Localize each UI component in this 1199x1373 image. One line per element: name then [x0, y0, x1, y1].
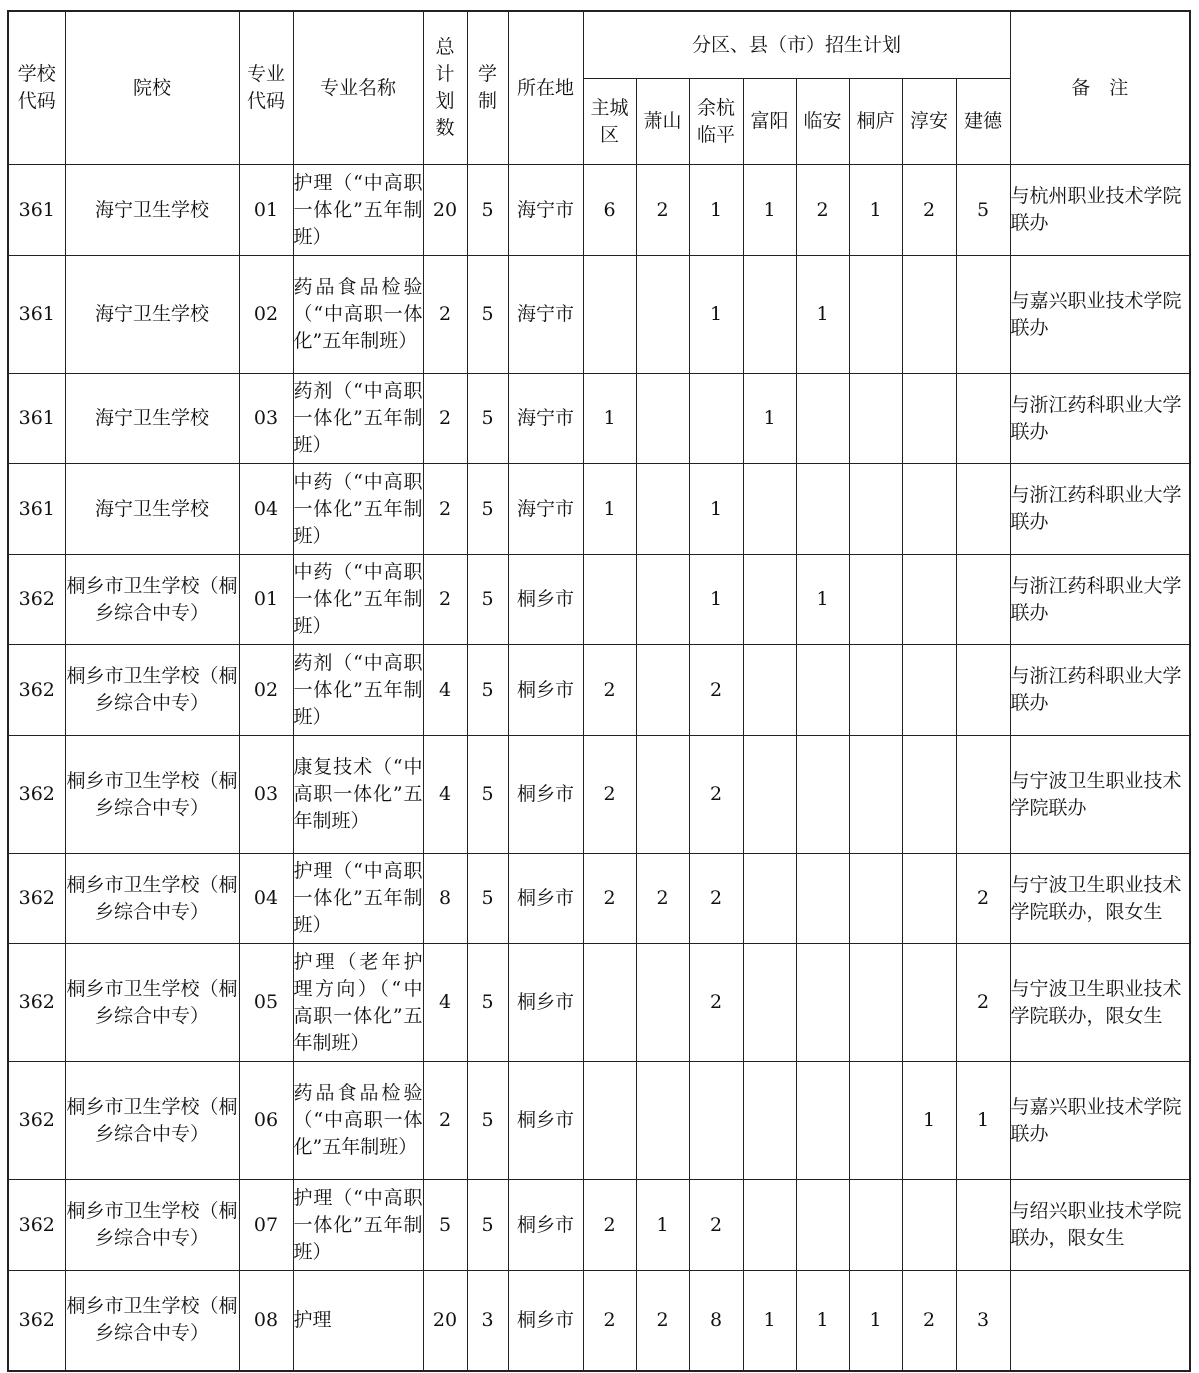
district-plan-cell: 8 [689, 1271, 743, 1371]
district-plan-cell [956, 464, 1010, 555]
district-plan-cell: 1 [583, 374, 636, 464]
table-row [8, 1062, 1190, 1180]
total-plan-cell: 2 [423, 374, 467, 464]
years-cell: 5 [467, 854, 508, 944]
note-cell: 与宁波卫生职业技术学院联办 [1010, 736, 1190, 854]
location-cell: 海宁市 [508, 256, 583, 374]
district-plan-cell: 1 [796, 555, 849, 645]
location-cell: 桐乡市 [508, 854, 583, 944]
district-plan-cell [849, 1062, 902, 1180]
district-plan-cell [743, 464, 796, 555]
district-plan-cell: 1 [743, 1271, 796, 1371]
note-cell: 与浙江药科职业大学联办 [1010, 555, 1190, 645]
district-plan-cell [902, 555, 956, 645]
note-cell: 与宁波卫生职业技术学院联办，限女生 [1010, 854, 1190, 944]
school-name-cell: 海宁卫生学校 [65, 165, 239, 256]
major-name-cell: 护理（“中高职一体化”五年制班） [293, 165, 423, 256]
major-name-cell: 药品食品检验（“中高职一体化”五年制班） [293, 1062, 423, 1180]
years-cell: 5 [467, 555, 508, 645]
district-plan-cell [796, 1062, 849, 1180]
table-row [8, 165, 1190, 256]
district-plan-cell [849, 1180, 902, 1271]
district-plan-cell: 2 [583, 1180, 636, 1271]
district-plan-cell: 2 [956, 854, 1010, 944]
school-code-cell: 361 [8, 464, 65, 555]
district-plan-cell: 1 [689, 555, 743, 645]
major-name-cell: 中药（“中高职一体化”五年制班） [293, 464, 423, 555]
district-plan-cell: 1 [849, 1271, 902, 1371]
location-cell: 海宁市 [508, 374, 583, 464]
table-row [8, 736, 1190, 854]
header-district-group: 分区、县（市）招生计划 [583, 11, 1010, 79]
district-plan-cell: 2 [956, 944, 1010, 1062]
district-plan-cell [743, 944, 796, 1062]
district-plan-cell: 2 [689, 645, 743, 736]
major-code-cell: 07 [239, 1180, 293, 1271]
major-code-cell: 03 [239, 374, 293, 464]
major-code-cell: 03 [239, 736, 293, 854]
table-row [8, 1180, 1190, 1271]
district-plan-cell: 1 [689, 256, 743, 374]
district-plan-cell: 2 [902, 1271, 956, 1371]
header-district: 临安 [796, 79, 849, 165]
header-district: 建德 [956, 79, 1010, 165]
district-plan-cell [743, 555, 796, 645]
total-plan-cell: 2 [423, 256, 467, 374]
district-plan-cell [689, 1062, 743, 1180]
school-code-cell: 362 [8, 1062, 65, 1180]
district-plan-cell: 1 [636, 1180, 689, 1271]
header-district: 余杭临平 [689, 79, 743, 165]
district-plan-cell: 2 [689, 736, 743, 854]
location-cell: 桐乡市 [508, 944, 583, 1062]
district-plan-cell [902, 854, 956, 944]
district-plan-cell [583, 256, 636, 374]
total-plan-cell: 4 [423, 944, 467, 1062]
major-code-cell: 08 [239, 1271, 293, 1371]
location-cell: 海宁市 [508, 464, 583, 555]
major-name-cell: 护理（“中高职一体化”五年制班） [293, 1180, 423, 1271]
district-plan-cell [902, 464, 956, 555]
major-code-cell: 02 [239, 645, 293, 736]
school-code-cell: 361 [8, 374, 65, 464]
district-plan-cell [796, 645, 849, 736]
total-plan-cell: 8 [423, 854, 467, 944]
district-plan-cell: 1 [849, 165, 902, 256]
district-plan-cell [796, 464, 849, 555]
district-plan-cell [956, 736, 1010, 854]
total-plan-cell: 4 [423, 736, 467, 854]
school-name-cell: 桐乡市卫生学校（桐乡综合中专） [65, 1062, 239, 1180]
district-plan-cell [796, 374, 849, 464]
district-plan-cell [849, 555, 902, 645]
district-plan-cell: 2 [689, 854, 743, 944]
major-code-cell: 01 [239, 165, 293, 256]
district-plan-cell [956, 374, 1010, 464]
total-plan-cell: 20 [423, 1271, 467, 1371]
district-plan-cell [956, 1180, 1010, 1271]
years-cell: 5 [467, 256, 508, 374]
table-row [8, 1271, 1190, 1371]
table-row [8, 256, 1190, 374]
major-name-cell: 中药（“中高职一体化”五年制班） [293, 555, 423, 645]
note-cell: 与宁波卫生职业技术学院联办，限女生 [1010, 944, 1190, 1062]
major-name-cell: 药剂（“中高职一体化”五年制班） [293, 374, 423, 464]
school-code-cell: 362 [8, 555, 65, 645]
table-row [8, 944, 1190, 1062]
school-code-cell: 362 [8, 944, 65, 1062]
district-plan-cell [849, 256, 902, 374]
district-plan-cell [902, 1180, 956, 1271]
major-name-cell: 护理（“中高职一体化”五年制班） [293, 854, 423, 944]
major-code-cell: 02 [239, 256, 293, 374]
district-plan-cell: 1 [583, 464, 636, 555]
header-district: 桐庐 [849, 79, 902, 165]
district-plan-cell [743, 1180, 796, 1271]
district-plan-cell [583, 1062, 636, 1180]
district-plan-cell: 2 [583, 1271, 636, 1371]
years-cell: 5 [467, 464, 508, 555]
district-plan-cell [849, 464, 902, 555]
district-plan-cell [902, 736, 956, 854]
school-code-cell: 361 [8, 165, 65, 256]
school-name-cell: 桐乡市卫生学校（桐乡综合中专） [65, 736, 239, 854]
district-plan-cell [902, 374, 956, 464]
note-cell: 与嘉兴职业技术学院联办 [1010, 256, 1190, 374]
enrollment-plan-table [7, 10, 1191, 1372]
note-cell: 与浙江药科职业大学联办 [1010, 374, 1190, 464]
total-plan-cell: 20 [423, 165, 467, 256]
district-plan-cell: 1 [689, 464, 743, 555]
note-cell: 与嘉兴职业技术学院联办 [1010, 1062, 1190, 1180]
header-district: 淳安 [902, 79, 956, 165]
district-plan-cell [636, 555, 689, 645]
major-name-cell: 护理（老年护理方向）（“中高职一体化”五年制班） [293, 944, 423, 1062]
district-plan-cell [636, 736, 689, 854]
district-plan-cell: 2 [636, 854, 689, 944]
district-plan-cell [956, 256, 1010, 374]
header-school-code: 学校代码 [8, 11, 65, 165]
district-plan-cell: 1 [796, 256, 849, 374]
location-cell: 海宁市 [508, 165, 583, 256]
district-plan-cell: 2 [636, 1271, 689, 1371]
school-name-cell: 桐乡市卫生学校（桐乡综合中专） [65, 944, 239, 1062]
district-plan-cell: 2 [636, 165, 689, 256]
district-plan-cell [849, 736, 902, 854]
district-plan-cell [636, 944, 689, 1062]
district-plan-cell [743, 1062, 796, 1180]
school-name-cell: 海宁卫生学校 [65, 256, 239, 374]
school-name-cell: 桐乡市卫生学校（桐乡综合中专） [65, 645, 239, 736]
district-plan-cell: 1 [796, 1271, 849, 1371]
district-plan-cell: 1 [743, 165, 796, 256]
major-code-cell: 06 [239, 1062, 293, 1180]
district-plan-cell: 1 [956, 1062, 1010, 1180]
district-plan-cell: 2 [583, 736, 636, 854]
location-cell: 桐乡市 [508, 555, 583, 645]
total-plan-cell: 2 [423, 1062, 467, 1180]
district-plan-cell: 1 [743, 374, 796, 464]
district-plan-cell [796, 1180, 849, 1271]
header-school: 院校 [65, 11, 239, 165]
district-plan-cell [636, 1062, 689, 1180]
years-cell: 5 [467, 1180, 508, 1271]
header-years: 学制 [467, 11, 508, 165]
district-plan-cell: 2 [689, 1180, 743, 1271]
major-name-cell: 康复技术（“中高职一体化”五年制班） [293, 736, 423, 854]
district-plan-cell [956, 645, 1010, 736]
header-location: 所在地 [508, 11, 583, 165]
table-row [8, 854, 1190, 944]
school-code-cell: 362 [8, 1271, 65, 1371]
location-cell: 桐乡市 [508, 1180, 583, 1271]
district-plan-cell [636, 464, 689, 555]
school-name-cell: 桐乡市卫生学校（桐乡综合中专） [65, 1180, 239, 1271]
note-cell: 与绍兴职业技术学院联办，限女生 [1010, 1180, 1190, 1271]
table-row [8, 464, 1190, 555]
header-major-name: 专业名称 [293, 11, 423, 165]
years-cell: 3 [467, 1271, 508, 1371]
district-plan-cell [636, 645, 689, 736]
years-cell: 5 [467, 374, 508, 464]
major-name-cell: 药剂（“中高职一体化”五年制班） [293, 645, 423, 736]
school-name-cell: 海宁卫生学校 [65, 464, 239, 555]
location-cell: 桐乡市 [508, 736, 583, 854]
district-plan-cell [902, 645, 956, 736]
district-plan-cell: 1 [902, 1062, 956, 1180]
school-code-cell: 361 [8, 256, 65, 374]
district-plan-cell [849, 944, 902, 1062]
header-total: 总计划数 [423, 11, 467, 165]
header-major-code: 专业代码 [239, 11, 293, 165]
note-cell: 与浙江药科职业大学联办 [1010, 464, 1190, 555]
location-cell: 桐乡市 [508, 1062, 583, 1180]
district-plan-cell [796, 736, 849, 854]
district-plan-cell [636, 256, 689, 374]
district-plan-cell: 6 [583, 165, 636, 256]
school-code-cell: 362 [8, 736, 65, 854]
total-plan-cell: 5 [423, 1180, 467, 1271]
district-plan-cell: 2 [583, 645, 636, 736]
table-row [8, 555, 1190, 645]
school-name-cell: 桐乡市卫生学校（桐乡综合中专） [65, 854, 239, 944]
district-plan-cell [956, 555, 1010, 645]
district-plan-cell: 2 [902, 165, 956, 256]
note-cell: 与浙江药科职业大学联办 [1010, 645, 1190, 736]
district-plan-cell [743, 256, 796, 374]
district-plan-cell: 1 [689, 165, 743, 256]
district-plan-cell [583, 555, 636, 645]
district-plan-cell [743, 854, 796, 944]
header-note: 备 注 [1010, 11, 1190, 165]
total-plan-cell: 2 [423, 555, 467, 645]
school-code-cell: 362 [8, 1180, 65, 1271]
district-plan-cell [743, 736, 796, 854]
district-plan-cell [796, 944, 849, 1062]
district-plan-cell: 5 [956, 165, 1010, 256]
major-code-cell: 04 [239, 464, 293, 555]
location-cell: 桐乡市 [508, 645, 583, 736]
table-row [8, 374, 1190, 464]
district-plan-cell [796, 854, 849, 944]
school-code-cell: 362 [8, 854, 65, 944]
district-plan-cell [743, 645, 796, 736]
total-plan-cell: 4 [423, 645, 467, 736]
header-district: 萧山 [636, 79, 689, 165]
district-plan-cell [902, 256, 956, 374]
major-name-cell: 药品食品检验（“中高职一体化”五年制班） [293, 256, 423, 374]
major-code-cell: 01 [239, 555, 293, 645]
district-plan-cell [849, 374, 902, 464]
table-row [8, 645, 1190, 736]
header-district: 主城区 [583, 79, 636, 165]
header-row-1 [8, 11, 1190, 79]
major-code-cell: 05 [239, 944, 293, 1062]
district-plan-cell [849, 645, 902, 736]
school-code-cell: 362 [8, 645, 65, 736]
years-cell: 5 [467, 165, 508, 256]
years-cell: 5 [467, 736, 508, 854]
header-district: 富阳 [743, 79, 796, 165]
years-cell: 5 [467, 1062, 508, 1180]
district-plan-cell: 2 [583, 854, 636, 944]
district-plan-cell [849, 854, 902, 944]
district-plan-cell: 3 [956, 1271, 1010, 1371]
years-cell: 5 [467, 645, 508, 736]
district-plan-cell [583, 944, 636, 1062]
location-cell: 桐乡市 [508, 1271, 583, 1371]
note-cell: 与杭州职业技术学院联办 [1010, 165, 1190, 256]
school-name-cell: 桐乡市卫生学校（桐乡综合中专） [65, 555, 239, 645]
note-cell [1010, 1271, 1190, 1371]
major-name-cell: 护理 [293, 1271, 423, 1371]
major-code-cell: 04 [239, 854, 293, 944]
district-plan-cell [636, 374, 689, 464]
district-plan-cell [689, 374, 743, 464]
school-name-cell: 桐乡市卫生学校（桐乡综合中专） [65, 1271, 239, 1371]
total-plan-cell: 2 [423, 464, 467, 555]
school-name-cell: 海宁卫生学校 [65, 374, 239, 464]
district-plan-cell: 2 [689, 944, 743, 1062]
years-cell: 5 [467, 944, 508, 1062]
district-plan-cell [902, 944, 956, 1062]
district-plan-cell: 2 [796, 165, 849, 256]
